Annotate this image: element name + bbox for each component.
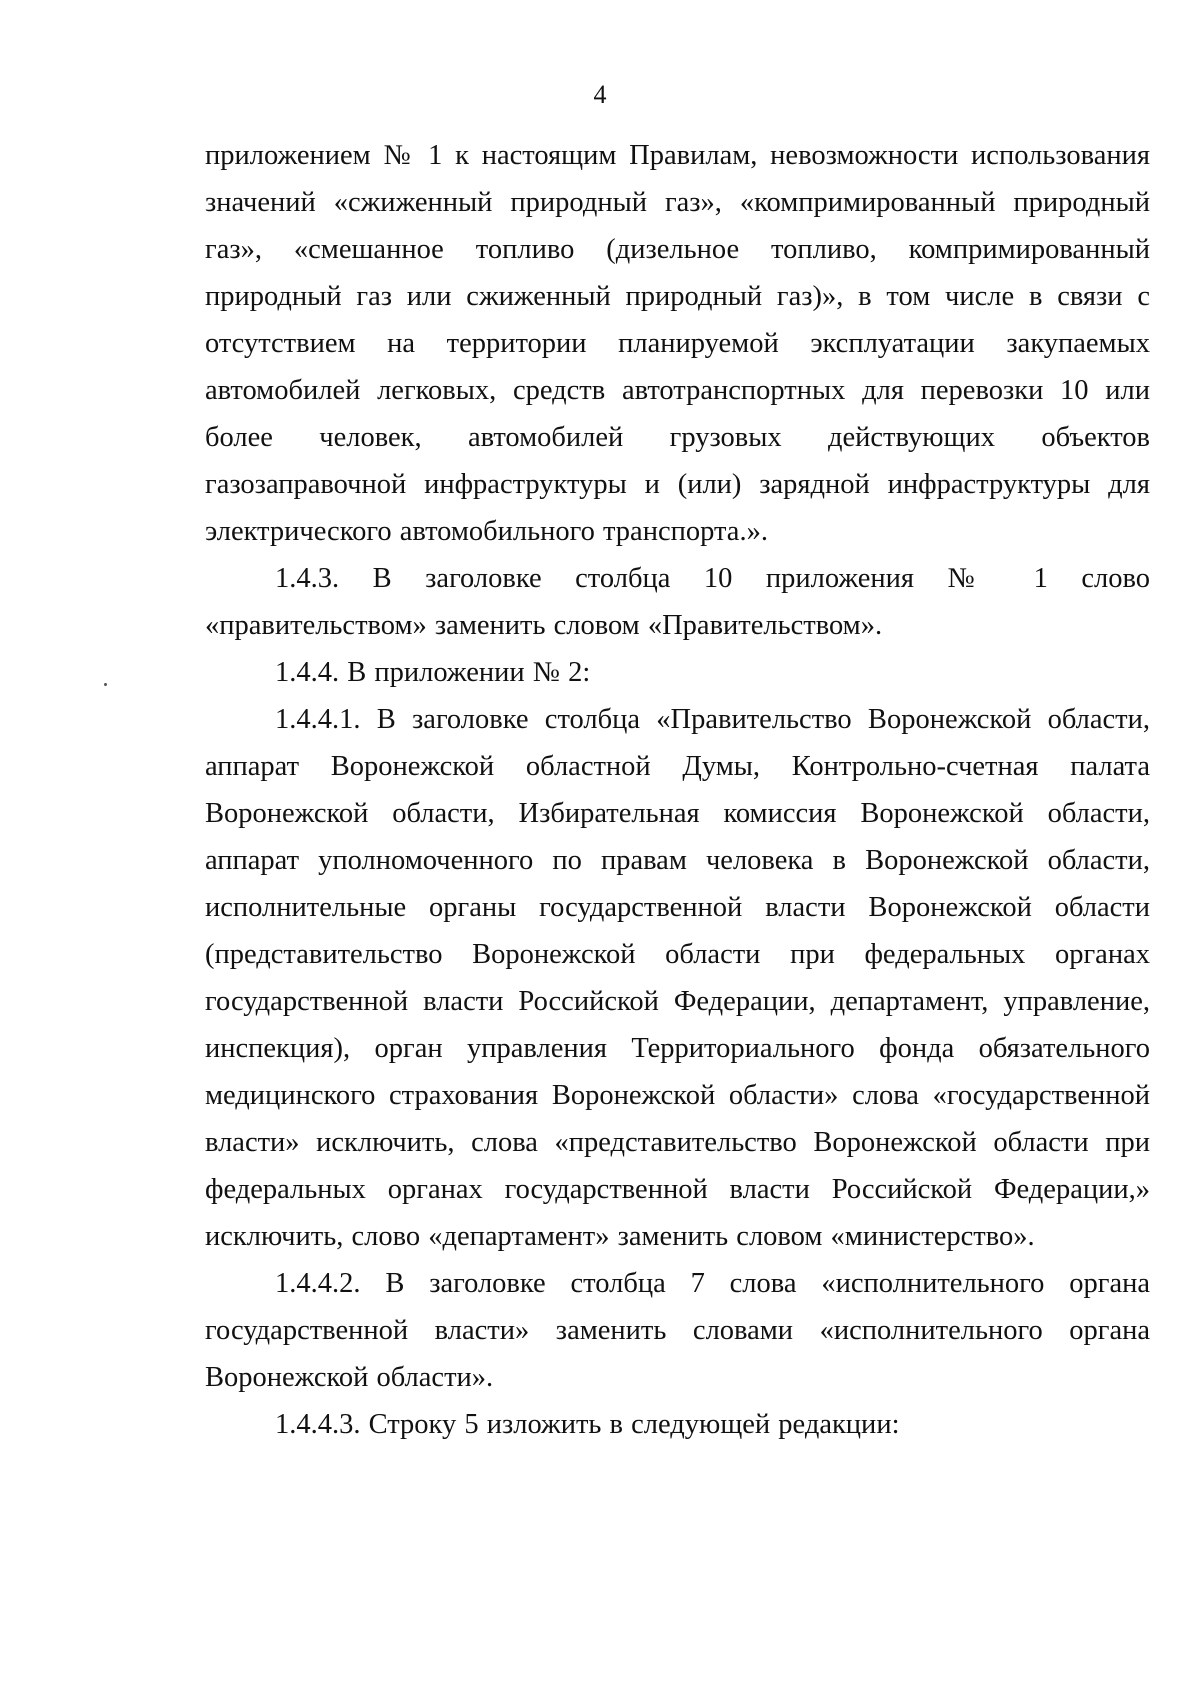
page-number: 4: [593, 80, 607, 109]
paragraph-1-4-4-2: 1.4.4.2. В заголовке столбца 7 слова «исполнительного органа государственной власти» заменить словами «исполнительного органа Воронежской области».: [205, 1268, 1150, 1393]
scan-artifact-dot: [104, 683, 107, 686]
document-body: [205, 132, 1150, 1448]
paragraph-continuation: приложением № 1 к настоящим Правилам, невозможности использования значений «сжиженный природный газ», «компримированный природный газ», «смешанное топливо (дизельное топливо, компримированный природный газ или сжиженный природный газ)», в том числе в связи с отсутствием на территории планируемой эксплуатации закупаемых автомобилей легковых, средств автотранспортных для перевозки 10 или более человек, автомобилей грузовых действующих объектов газозаправочной инфраструктуры и (или) зарядной инфраструктуры для электрического автомобильного транспорта.».: [205, 140, 1150, 547]
paragraph-1-4-4-1: 1.4.4.1. В заголовке столбца «Правительство Воронежской области, аппарат Воронежской областной Думы, Контрольно-счетная палата Воронежской области, Избирательная комиссия Воронежской области, аппарат уполномоченного по правам человека в Воронежской области, исполнительные органы государственной власти Воронежской области (представительство Воронежской области при федеральных органах государственной власти Российской Федерации, департамент, управление, инспекция), орган управления Территориального фонда обязательного медицинского страхования Воронежской области» слова «государственной власти» исключить, слова «представительство Воронежской области при федеральных органах государственной власти Российской Федерации,» исключить, слово «департамент» заменить словом «министерство».: [205, 704, 1150, 1252]
paragraph-1-4-4: 1.4.4. В приложении № 2:: [275, 657, 591, 688]
paragraph-1-4-4-3: 1.4.4.3. Строку 5 изложить в следующей редакции:: [275, 1409, 900, 1440]
paragraph-1-4-3: 1.4.3. В заголовке столбца 10 приложения № 1 слово «правительством» заменить словом «Правительством».: [205, 563, 1150, 641]
